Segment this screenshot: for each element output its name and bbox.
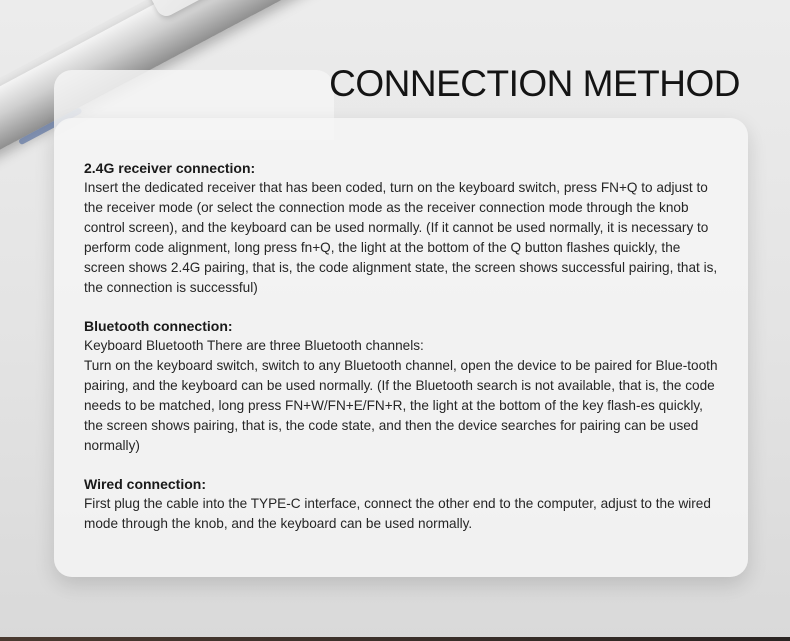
section-paragraph: Turn on the keyboard switch, switch to any Bluetooth channel, open the device to be paired for Blue-tooth pairing, and the keyboard can be used normally. (If the Bluetooth search is not available, that is, the code needs to be matched, long press FN+W/FN+E/FN+R, the light at the bottom of the key flash-es quickly, the screen shows pairing, that is, the code state, and then the device searches for pairing can be used normally): [84, 358, 718, 453]
section-2-4g-receiver: [84, 158, 724, 298]
page-title: CONNECTION METHOD: [329, 63, 740, 104]
section-heading: Wired connection:: [84, 476, 206, 492]
instruction-content: [84, 158, 724, 552]
section-paragraph: Keyboard Bluetooth There are three Bluetooth channels:: [84, 338, 424, 353]
section-wired: [84, 474, 724, 534]
section-paragraph: Insert the dedicated receiver that has been coded, turn on the keyboard switch, press FN+Q to adjust to the receiver mode (or select the connection mode as the receiver connection mode through the knob control screen), and the keyboard can be used normally. (If it cannot be used normally, it is necessary to perform code alignment, long press fn+Q, the light at the bottom of the Q button flashes quickly, the screen shows 2.4G pairing, that is, the code alignment state, the screen shows successful pairing, that is, the connection is successful): [84, 180, 718, 295]
section-bluetooth: [84, 316, 724, 456]
section-heading: 2.4G receiver connection:: [84, 160, 256, 176]
section-paragraph: First plug the cable into the TYPE-C interface, connect the other end to the computer, adjust to the wired mode through the knob, and the keyboard can be used normally.: [84, 496, 711, 531]
section-heading: Bluetooth connection:: [84, 318, 233, 334]
bottom-edge: [0, 637, 790, 641]
